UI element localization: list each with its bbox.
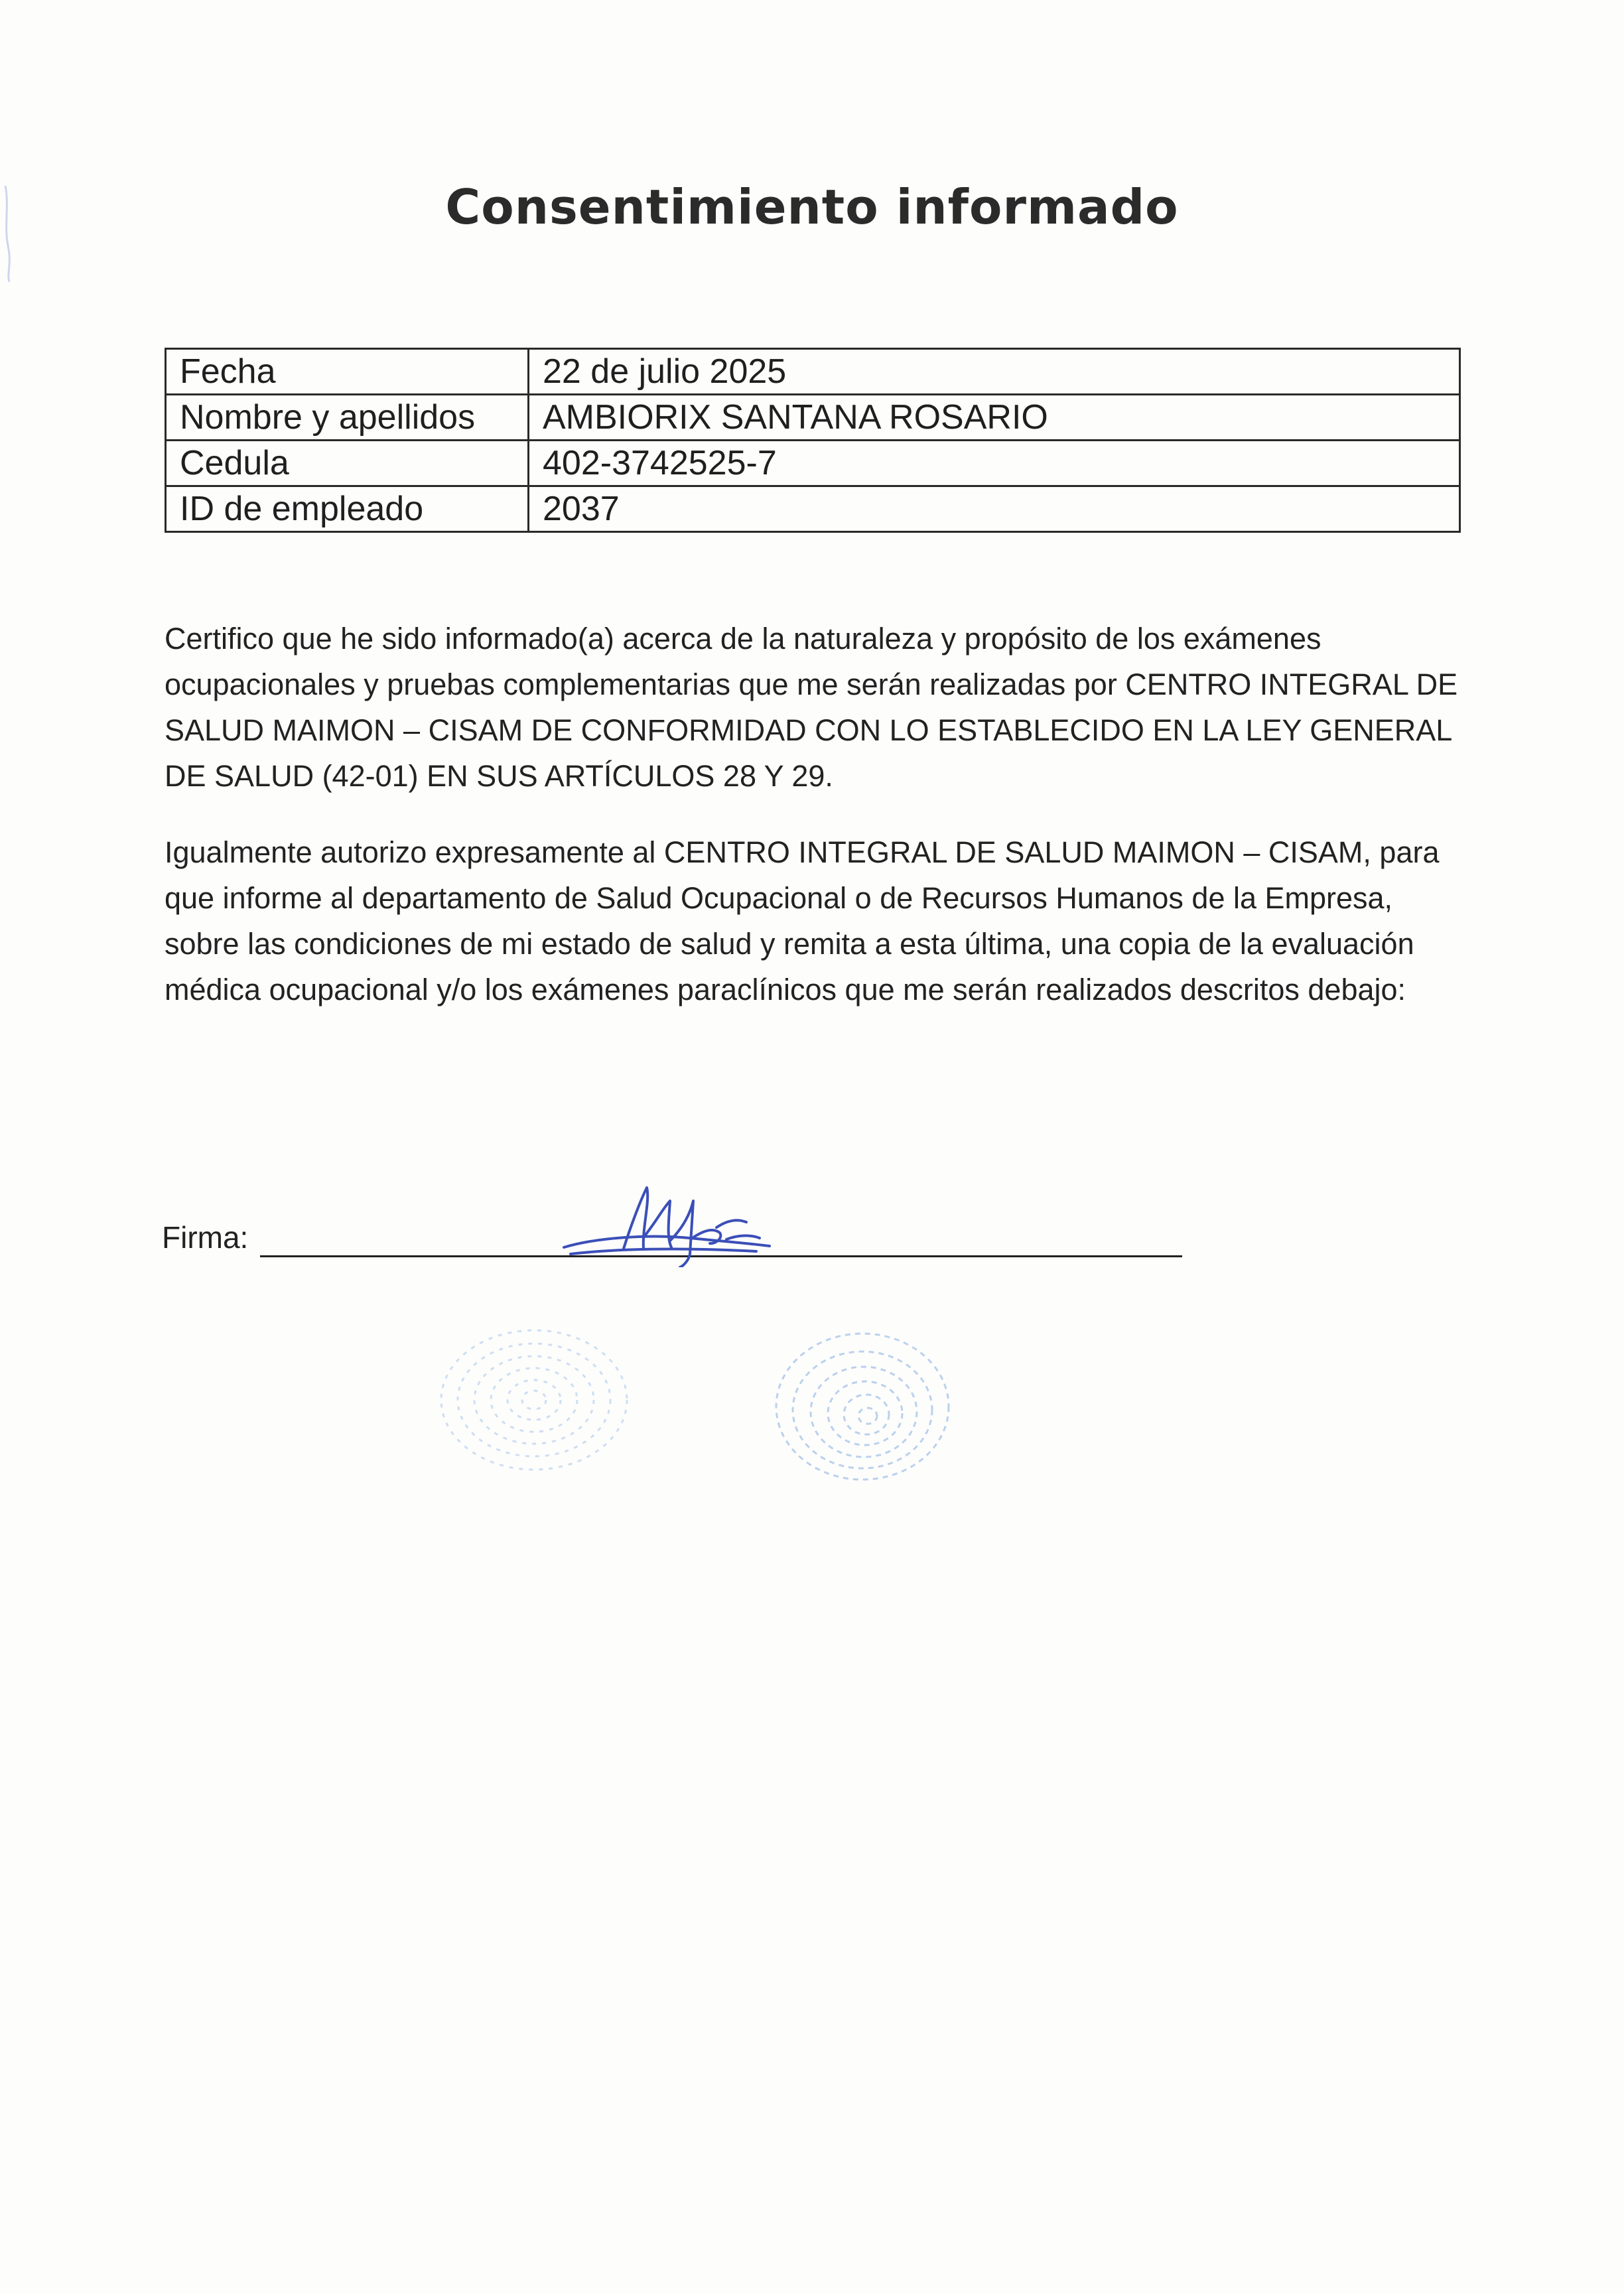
fingerprint-right — [756, 1320, 975, 1493]
consent-paragraph-2: Igualmente autorizo expresamente al CENTRO INTEGRAL DE SALUD MAIMON – CISAM, para que informe al departamento de Salud Ocupacional o de Recursos Humanos de la Empresa, sobre las condiciones de mi estado de salud y remita a esta última, una copia de la evaluación médica ocupacional y/o los exámenes paraclínicos que me serán realizados descritos debajo: — [165, 835, 1440, 1007]
cedula-label: Cedula — [166, 441, 529, 486]
info-row-nombre — [166, 395, 1460, 441]
handwritten-signature — [557, 1174, 776, 1267]
nombre-label: Nombre y apellidos — [166, 395, 529, 441]
consent-paragraph-1: Certifico que he sido informado(a) acerca de la naturaleza y propósito de los exámenes ocupacionales y pruebas complementarias que me serán realizadas por CENTRO INTEGRAL DE SALUD MAIMON – CISAM DE CONFORMIDAD CON LO ESTABLECIDO EN LA LEY GENERAL DE SALUD (42-01) EN SUS ARTÍCULOS 28 Y 29. — [165, 622, 1458, 793]
fecha-label: Fecha — [166, 349, 529, 395]
cedula-value: 402-3742525-7 — [529, 441, 1460, 486]
id-empleado-label: ID de empleado — [166, 486, 529, 532]
id-empleado-value: 2037 — [529, 486, 1460, 532]
info-table — [165, 348, 1461, 533]
document-title: Consentimiento informado — [445, 179, 1179, 235]
info-row-cedula — [166, 441, 1460, 486]
signature-label: Firma: — [162, 1220, 249, 1255]
fingerprint-left — [425, 1314, 643, 1486]
nombre-value: AMBIORIX SANTANA ROSARIO — [529, 395, 1460, 441]
fecha-value: 22 de julio 2025 — [529, 349, 1460, 395]
info-row-id-empleado — [166, 486, 1460, 532]
info-row-fecha — [166, 349, 1460, 395]
